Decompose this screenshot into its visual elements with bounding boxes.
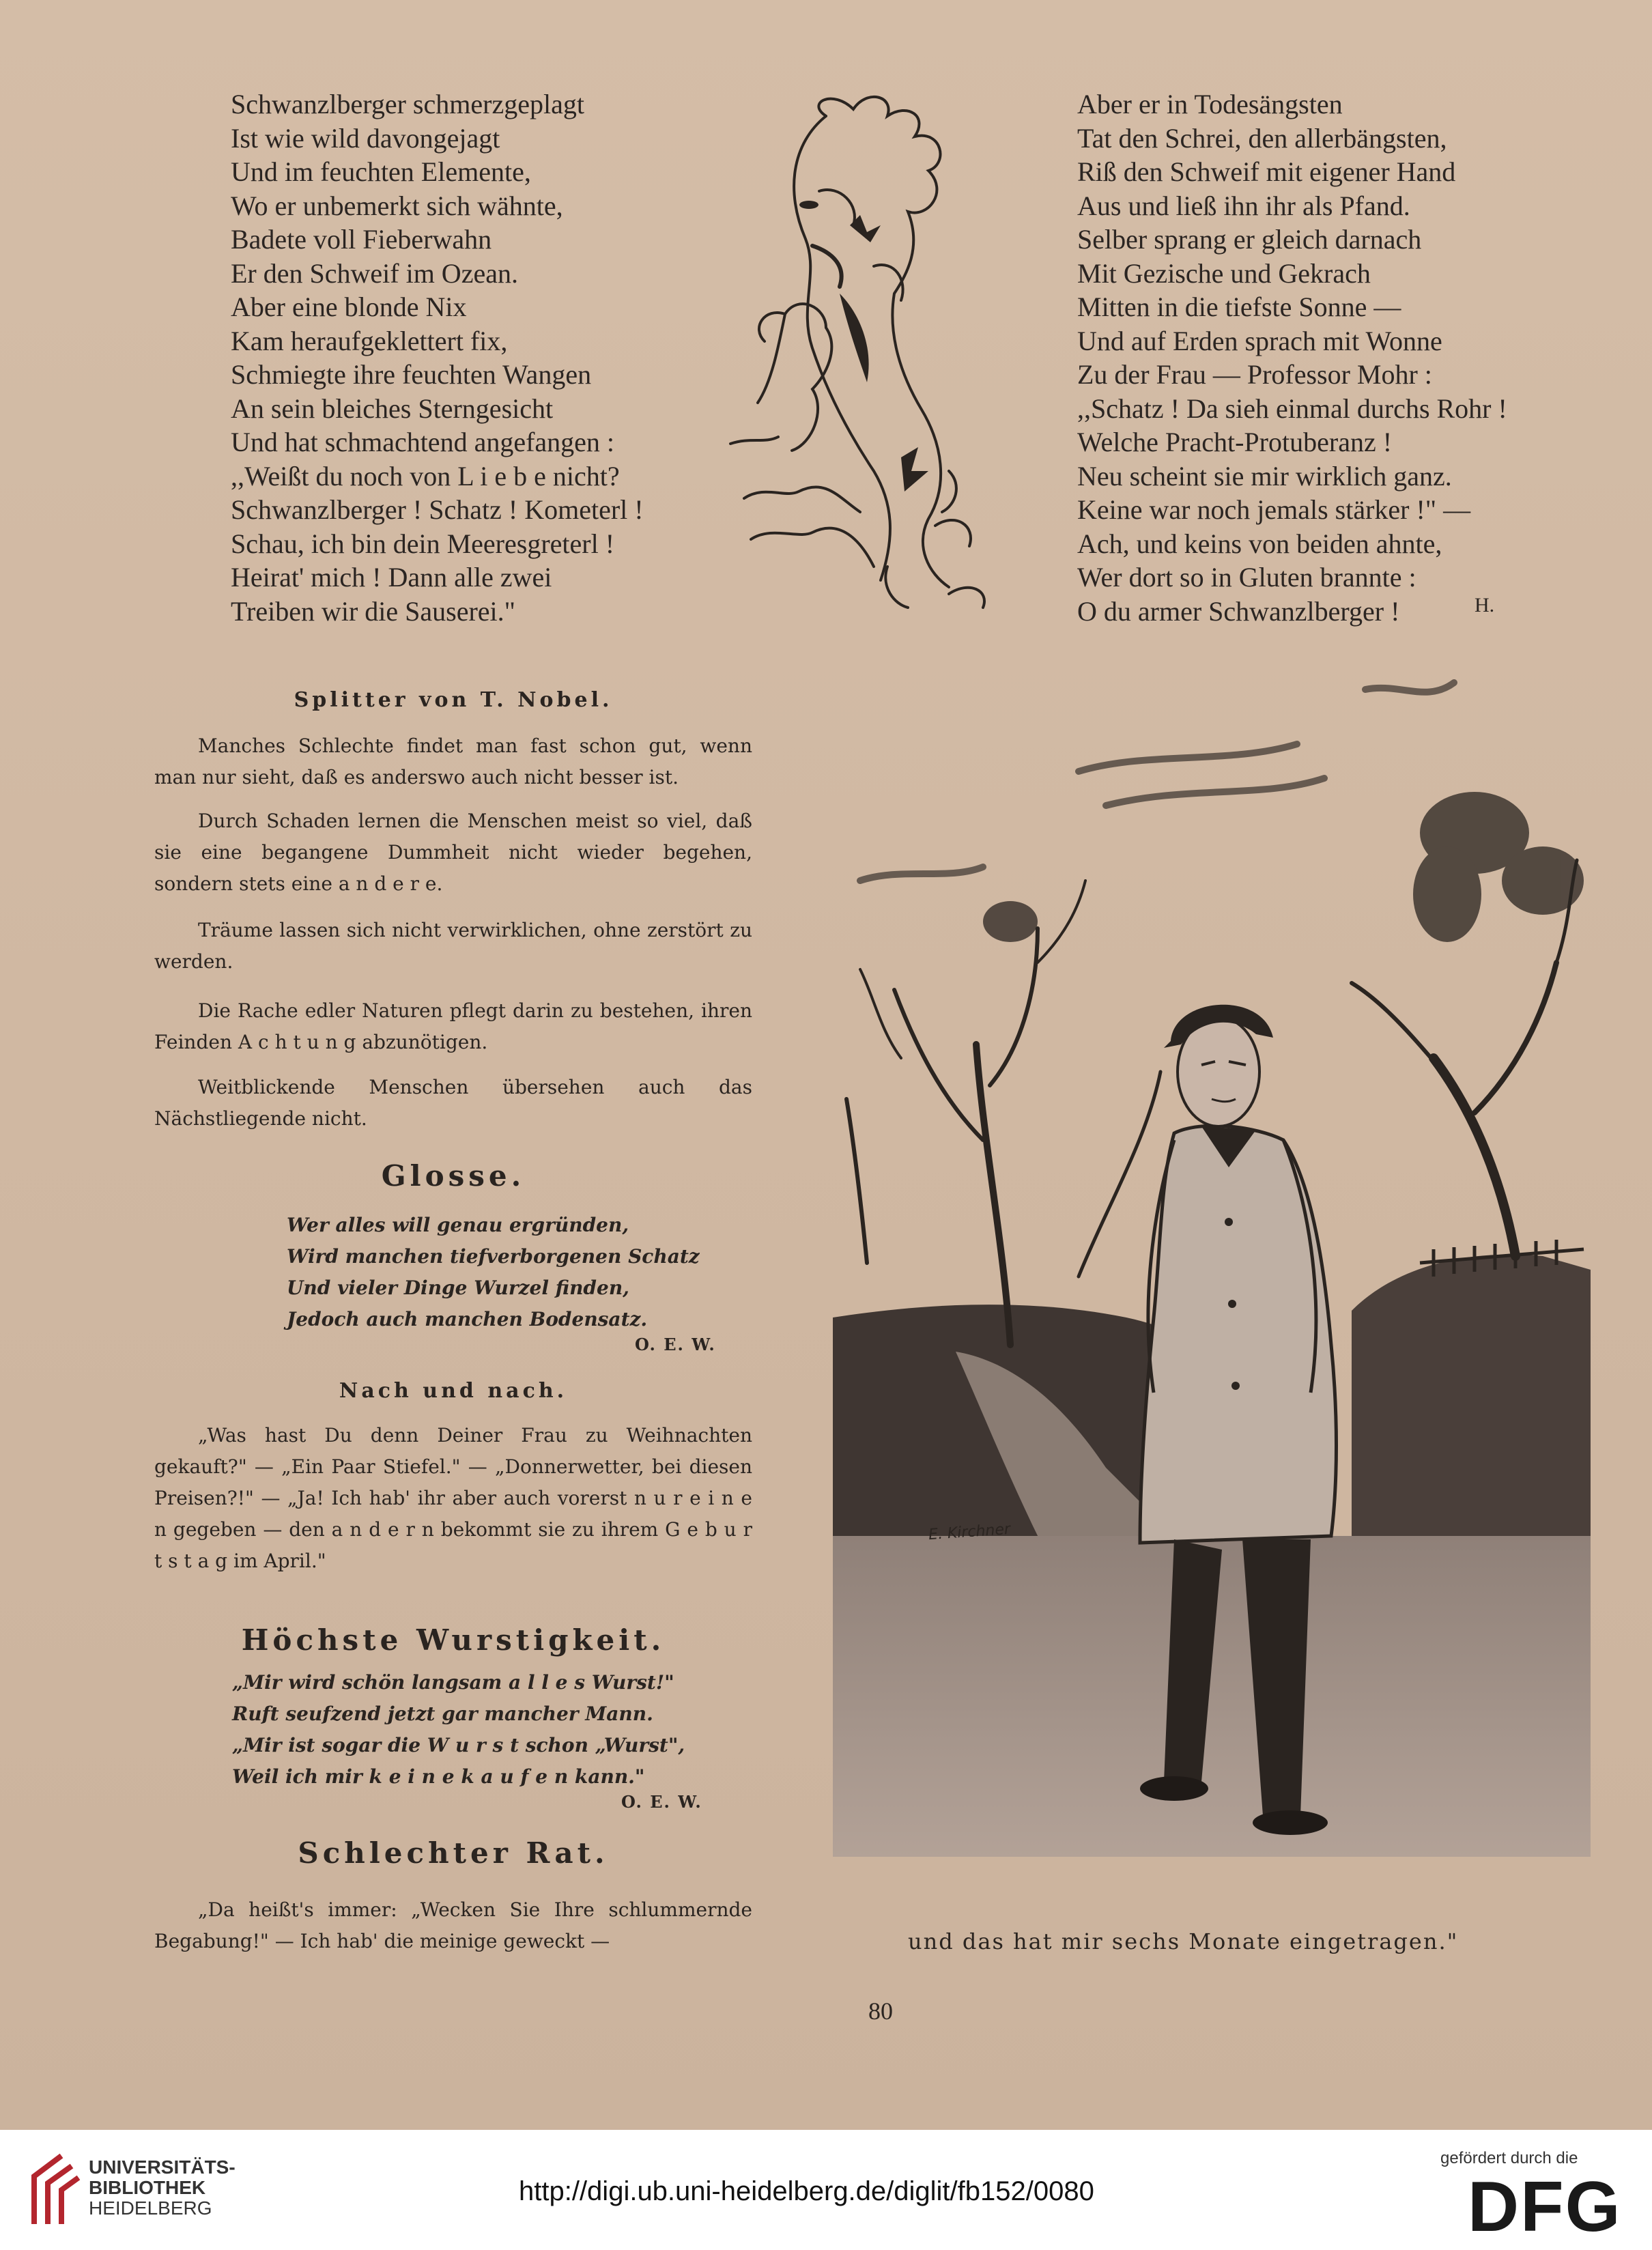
- wurst-line-4: Weil ich mir k e i n e k a u f e n kann.": [232, 1765, 645, 1788]
- poem-left-line-5: Badete voll Fieberwahn: [231, 224, 492, 255]
- poem-left-line-10: An sein bleiches Sterngesicht: [231, 393, 554, 424]
- poem-right-line-3: Riß den Schweif mit eigener Hand: [1077, 156, 1456, 187]
- poem-right-line-13: Keine war noch jemals stärker !" —: [1077, 494, 1471, 525]
- poem-signature: H.: [1475, 594, 1495, 616]
- glosse-line-2: Wird manchen tiefverborgenen Schatz: [287, 1245, 700, 1268]
- wurst-line-3: „Mir ist sogar die W u r s t schon „Wurst",: [232, 1734, 685, 1756]
- glosse-line-3: Und vieler Dinge Wurzel finden,: [287, 1277, 629, 1299]
- university-name-line-2: BIBLIOTHEK: [89, 2177, 206, 2198]
- illustration-caption: und das hat mir sechs Monate eingetragen.": [908, 1928, 1459, 1954]
- university-name-line-3: HEIDELBERG: [89, 2197, 212, 2219]
- poem-right-column: [1077, 87, 1541, 628]
- wurst-heading: Höchste Wurstigkeit.: [241, 1623, 666, 1657]
- poem-right-line-14: Ach, und keins von beiden ahnte,: [1077, 528, 1442, 559]
- poem-right-line-4: Aus und ließ ihn ihr als Pfand.: [1077, 190, 1410, 221]
- poem-left-line-14: Schau, ich bin dein Meeresgreterl !: [231, 528, 615, 559]
- funded-by-label: gefördert durch die: [1440, 2149, 1578, 2167]
- poem-left-line-7: Aber eine blonde Nix: [231, 291, 467, 322]
- poem-left-line-13: Schwanzlberger ! Schatz ! Kometerl !: [231, 494, 644, 525]
- poem-left-line-8: Kam heraufgeklettert fix,: [231, 325, 508, 356]
- splitter-paragraph-4: Die Rache edler Naturen pflegt darin zu bestehen, ihren Feinden A c h t u n g abzunötigen.: [154, 999, 752, 1053]
- university-name[interactable]: [89, 2157, 236, 2219]
- rat-text: „Da heißt's immer: „Wecken Sie Ihre schlummernde Begabung!" — Ich hab' die meinige geweckt —: [154, 1898, 752, 1952]
- poem-left-line-3: Und im feuchten Elemente,: [231, 156, 531, 187]
- wurst-verse: [232, 1667, 685, 1793]
- poem-right-line-11: Welche Pracht-Protuberanz !: [1077, 427, 1393, 457]
- poem-left-line-9: Schmiegte ihre feuchten Wangen: [231, 359, 592, 390]
- page-number: 80: [868, 1997, 893, 2025]
- poem-left-column: [231, 87, 722, 628]
- wurst-line-1: „Mir wird schön langsam a l l e s Wurst!": [232, 1671, 674, 1694]
- poem-right-line-1: Aber er in Todesängsten: [1077, 89, 1343, 119]
- artist-signature: E. Kirchner: [928, 1520, 1011, 1544]
- permalink-url[interactable]: http://digi.ub.uni-heidelberg.de/diglit/fb152/0080: [519, 2176, 1094, 2206]
- glosse-verse: [287, 1210, 700, 1335]
- poem-right-line-9: Zu der Frau — Professor Mohr :: [1077, 359, 1432, 390]
- dfg-logo[interactable]: [1468, 2171, 1632, 2239]
- rat-heading: Schlechter Rat.: [298, 1836, 609, 1870]
- splitter-paragraph-5: Weitblickende Menschen übersehen auch das Nächstliegende nicht.: [154, 1076, 752, 1130]
- poem-right-line-6: Mit Gezische und Gekrach: [1077, 257, 1371, 289]
- poem-right-line-10: ,,Schatz ! Da sieh einmal durchs Rohr !: [1077, 393, 1507, 424]
- poem-right-line-16: O du armer Schwanzlberger !: [1077, 595, 1400, 627]
- glosse-line-1: Wer alles will genau ergründen,: [287, 1214, 629, 1236]
- poem-right-line-7: Mitten in die tiefste Sonne —: [1077, 291, 1401, 322]
- poem-left-line-16: Treiben wir die Sauserei.": [231, 595, 515, 627]
- nach-text: „Was hast Du denn Deiner Frau zu Weihnachten gekauft?" — „Ein Paar Stiefel." — „Donnerwetter, bei diesen Preisen?!" — „Ja! Ich hab' ihr aber auch vorerst n u r e i n e n gegeben — den a n d e r n bekommt sie zu ihrem G e b u r t s t a g im April.": [154, 1424, 752, 1572]
- young-man-landscape-illustration: [819, 662, 1604, 1864]
- nach-heading: Nach und nach.: [339, 1379, 568, 1403]
- comet-mermaid-illustration: [724, 89, 1031, 614]
- poem-right-line-2: Tat den Schrei, den allerbängsten,: [1077, 122, 1447, 154]
- glosse-attribution: O. E. W.: [635, 1335, 716, 1354]
- poem-left-line-1: Schwanzlberger schmerzgeplagt: [231, 89, 584, 119]
- poem-left-line-6: Er den Schweif im Ozean.: [231, 257, 518, 289]
- splitter-paragraph-3: Träume lassen sich nicht verwirklichen, ohne zerstört zu werden.: [154, 919, 752, 973]
- poem-right-line-15: Wer dort so in Gluten brannte :: [1077, 562, 1416, 593]
- university-logo-icon[interactable]: [27, 2149, 82, 2231]
- glosse-heading: Glosse.: [381, 1159, 526, 1193]
- university-name-line-1: UNIVERSITÄTS-: [89, 2156, 236, 2178]
- poem-left-line-12: ,,Weißt du noch von L i e b e nicht?: [231, 460, 620, 492]
- dfg-logo-text: DFG: [1468, 2171, 1622, 2239]
- poem-left-line-2: Ist wie wild davongejagt: [231, 122, 500, 154]
- splitter-paragraph-2: Durch Schaden lernen die Menschen meist so viel, daß sie eine begangene Dummheit nicht wieder begehen, sondern stets eine a n d e r e.: [154, 810, 752, 895]
- wurst-line-2: Ruft seufzend jetzt gar mancher Mann.: [232, 1703, 653, 1725]
- splitter-heading: Splitter von T. Nobel.: [294, 688, 613, 712]
- poem-left-line-15: Heirat' mich ! Dann alle zwei: [231, 562, 552, 593]
- poem-left-line-4: Wo er unbemerkt sich wähnte,: [231, 190, 563, 221]
- wurst-attribution: O. E. W.: [621, 1792, 702, 1812]
- poem-right-line-12: Neu scheint sie mir wirklich ganz.: [1077, 460, 1452, 492]
- poem-left-line-11: Und hat schmachtend angefangen :: [231, 427, 615, 457]
- poem-right-line-8: Und auf Erden sprach mit Wonne: [1077, 325, 1442, 356]
- splitter-paragraph-1: Manches Schlechte findet man fast schon gut, wenn man nur sieht, daß es anderswo auch nicht besser ist.: [154, 735, 752, 788]
- footer-bar: [0, 2130, 1652, 2250]
- glosse-line-4: Jedoch auch manchen Bodensatz.: [287, 1308, 648, 1330]
- poem-right-line-5: Selber sprang er gleich darnach: [1077, 224, 1422, 255]
